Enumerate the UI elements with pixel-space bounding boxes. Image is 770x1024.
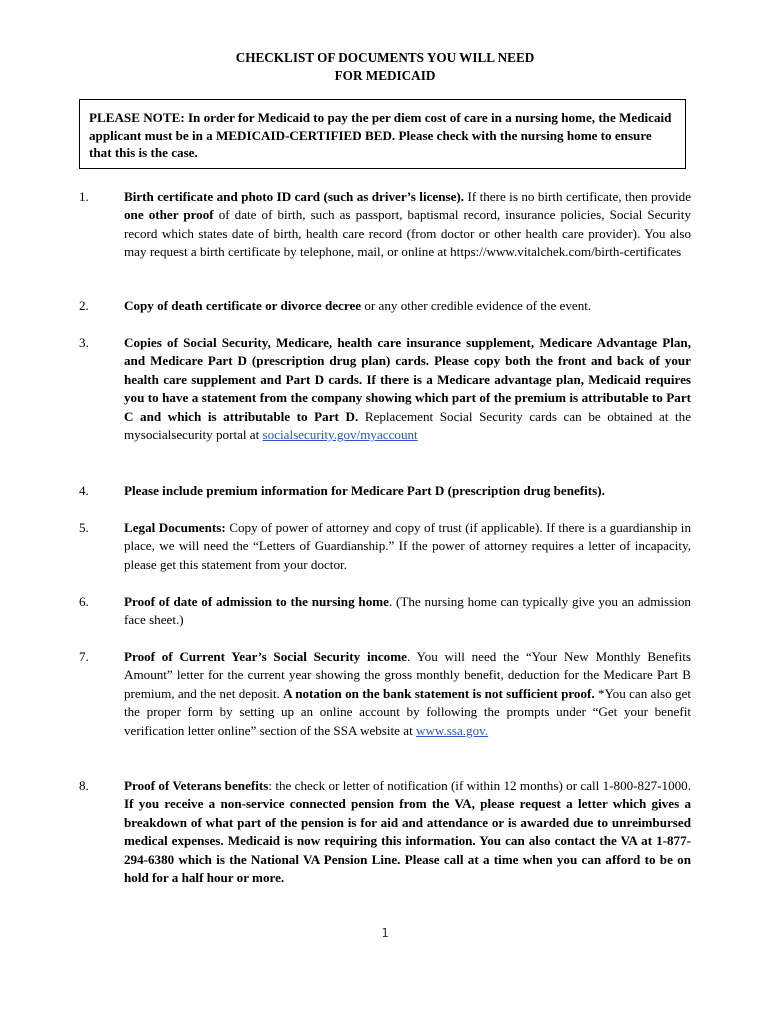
item-number: 6. xyxy=(79,594,89,609)
myaccount-link[interactable]: socialsecurity.gov/myaccount xyxy=(262,427,418,443)
item-text: Copies of Social Security, Medicare, health care insurance supplement, Medicare Advantage Plan, and Medicare Part D (prescription drug plan) cards. Please copy both the front and back of your health care supplement and Part D cards. If there is a Medicare advantage plan, Medicaid requires you to have a statement from the company showing which part of the premium is attributable to Part C and which is attributable to Part D. Replacement Social Security cards can be obtained at the mysocialsecurity portal at socialsecurity.gov/myaccount xyxy=(124,335,692,443)
checklist-item-3 xyxy=(79,334,691,444)
item-number: 5. xyxy=(79,520,89,535)
item-number: 2. xyxy=(79,298,89,313)
page-number: 1 xyxy=(381,926,389,940)
item-number: 8. xyxy=(79,778,89,793)
item-number: 1. xyxy=(79,189,89,204)
checklist-item-1 xyxy=(79,188,691,262)
item-number: 4. xyxy=(79,483,89,498)
item-text: Copy of death certificate or divorce decree or any other credible evidence of the event. xyxy=(124,298,592,313)
checklist-item-4 xyxy=(79,482,691,500)
item-number: 7. xyxy=(79,649,89,664)
ssa-website-link[interactable]: www.ssa.gov. xyxy=(415,722,489,738)
item-text: Legal Documents: Copy of power of attorney and copy of trust (if applicable). If there is a guardianship in place, we will need the “Letters of Guardianship.” If the power of attorney requires a letter of incapacity, please get this statement from your doctor. xyxy=(124,520,691,572)
page-title xyxy=(0,49,770,85)
item-text: Proof of Current Year’s Social Security income. You will need the “Your New Monthly Benefits Amount” letter for the current year showing the gross monthly benefit, deduction for the Medicare Part B premium, and the net deposit. A notation on the bank statement is not sufficient proof. *You can also get the proper form by setting up an online account by following the prompts under “Get your benefit verification letter online” section of the SSA website at www.ssa.gov. xyxy=(124,649,691,738)
title-line-1: CHECKLIST OF DOCUMENTS YOU WILL NEED xyxy=(235,50,535,65)
item-text: Proof of Veterans benefits: the check or letter of notification (if within 12 months) or call 1-800-827-1000. If you receive a non-service connected pension from the VA, please request a letter which gives a breakdown of what part of the pension is for aid and attendance or is awarded due to unreimbursed medical expenses. Medicaid is now requiring this information. You can also contact the VA at 1-877-294-6380 which is the National VA Pension Line. Please call at a time when you can afford to be on hold for a half hour or more. xyxy=(124,778,691,886)
item-number: 3. xyxy=(79,335,89,350)
checklist-item-6 xyxy=(79,593,691,630)
item-text: Proof of date of admission to the nursing home. (The nursing home can typically give you an admission face sheet.) xyxy=(124,594,691,628)
item-text: Birth certificate and photo ID card (such as driver’s license). If there is no birth certificate, then provide one other proof of date of birth, such as passport, baptismal record, insurance policies, Social Security record which states date of birth, health care record (from doctor or other health care provider). You also may request a birth certificate by telephone, mail, or online at https://www.vitalchek.com/birth-certificates xyxy=(124,189,692,260)
checklist-item-2 xyxy=(79,297,691,315)
checklist-item-5 xyxy=(79,519,691,574)
item-text: Please include premium information for Medicare Part D (prescription drug benefits). xyxy=(124,483,605,498)
title-line-2: FOR MEDICAID xyxy=(334,68,436,83)
notice-box: PLEASE NOTE: In order for Medicaid to pay the per diem cost of care in a nursing home, the Medicaid applicant must be in a MEDICAID-CERTIFIED BED. Please check with the nursing home to ensure that this is the case. xyxy=(79,99,686,169)
checklist-item-7 xyxy=(79,648,691,740)
checklist-item-8 xyxy=(79,777,691,887)
